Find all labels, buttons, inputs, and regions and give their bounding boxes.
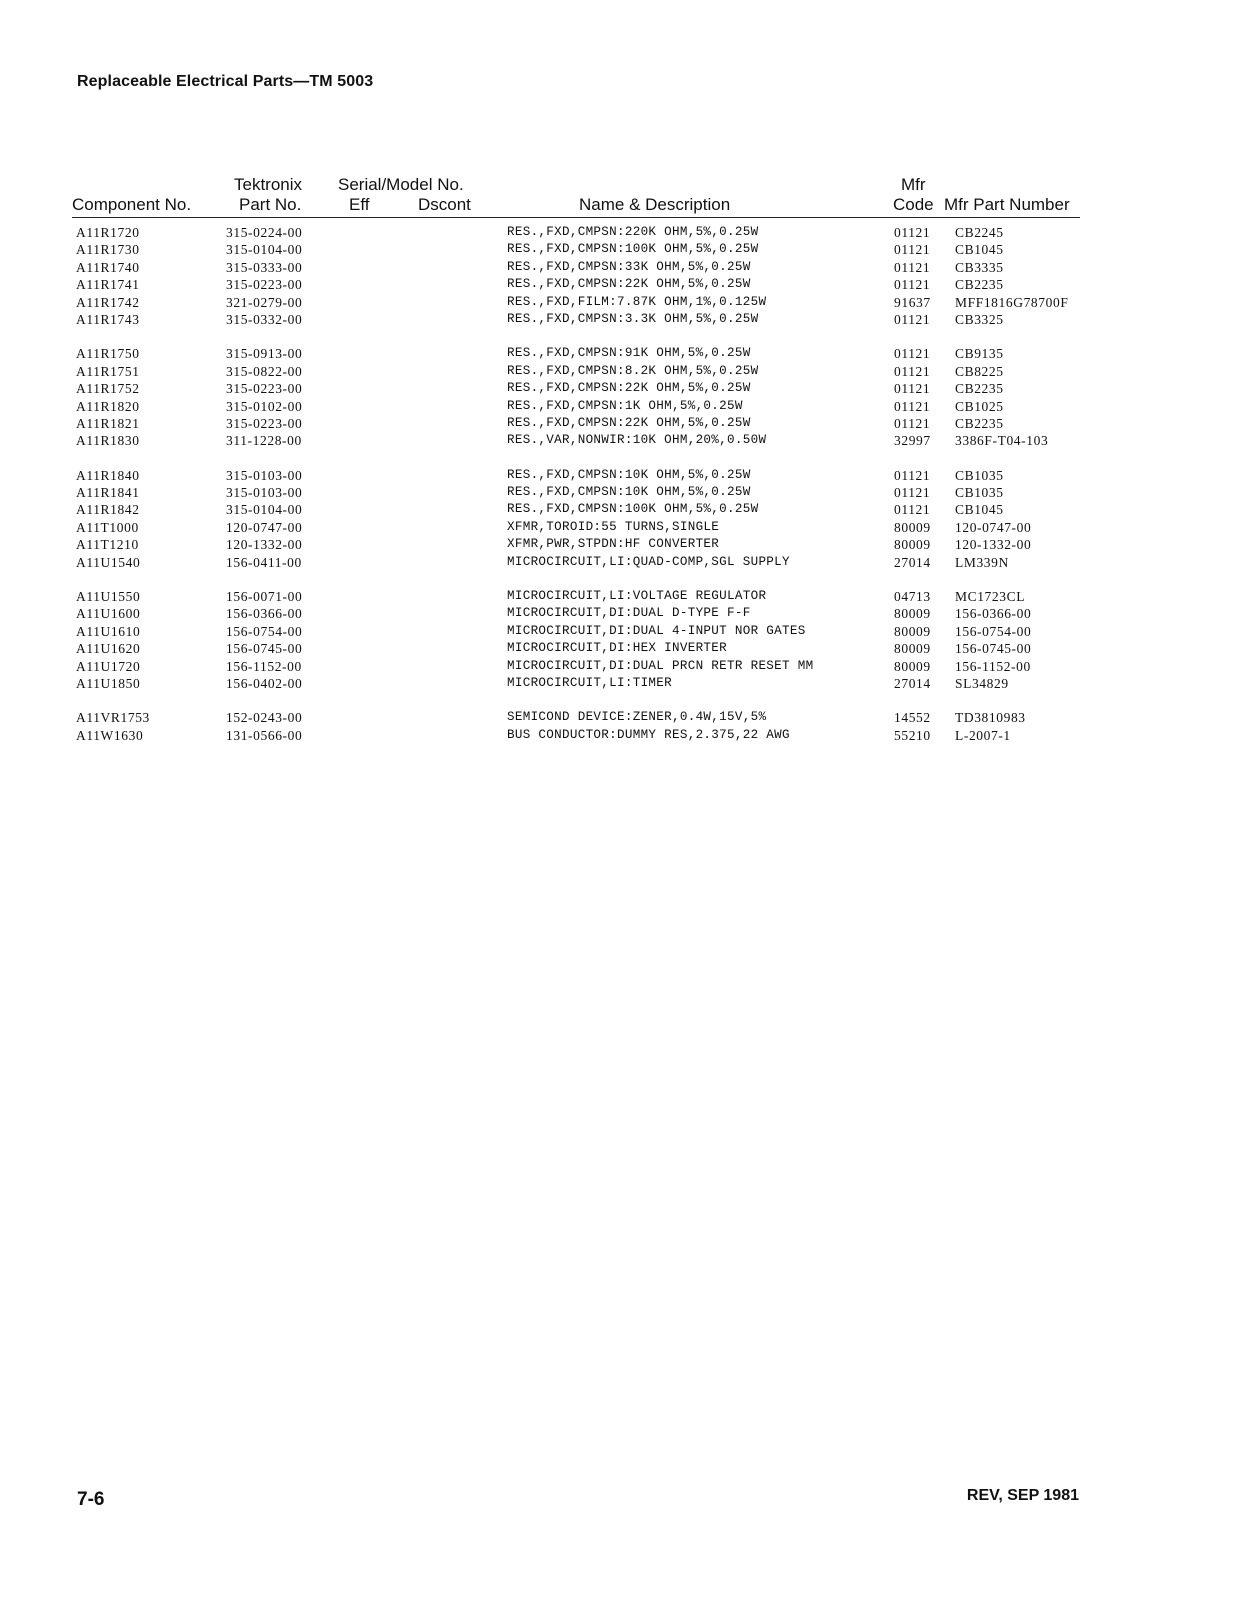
name-description: RES.,FXD,FILM:7.87K OHM,1%,0.125W [507,294,767,309]
component-no: A11R1750 [76,346,140,362]
mfr-code: 80009 [894,519,931,535]
table-row [0,345,1237,362]
component-no: A11U1850 [76,675,141,691]
page-header: Replaceable Electrical Parts—TM 5003 [77,73,374,90]
component-no: A11R1840 [76,467,140,483]
table-row [0,588,1237,605]
mfr-part-number: CB8225 [955,363,1004,379]
col-name-description: Name & Description [579,195,731,214]
mfr-part-number: 156-1152-00 [955,658,1031,674]
mfr-code: 91637 [894,294,931,310]
component-no: A11R1742 [76,294,140,310]
table-row [0,432,1237,449]
name-description: MICROCIRCUIT,DI:DUAL PRCN RETR RESET MM [507,658,814,673]
tektronix-part-no: 120-0747-00 [226,519,303,535]
table-row [0,241,1237,258]
table-row [0,380,1237,397]
mfr-part-number: 156-0745-00 [955,641,1032,657]
mfr-part-number: CB3335 [955,259,1004,275]
mfr-code: 80009 [894,623,931,639]
name-description: XFMR,PWR,STPDN:HF CONVERTER [507,537,720,552]
component-no: A11U1540 [76,554,141,570]
mfr-code: 01121 [894,259,931,275]
mfr-code: 55210 [894,727,931,743]
tektronix-part-no: 315-0332-00 [226,311,303,327]
tektronix-part-no: 156-0402-00 [226,675,303,691]
mfr-part-number: CB2245 [955,225,1004,240]
mfr-part-number: 3386F-T04-103 [955,433,1049,449]
component-no: A11R1821 [76,415,140,431]
component-no: A11T1210 [76,537,139,553]
mfr-code: 01121 [894,485,931,501]
mfr-part-number: CB2235 [955,381,1004,397]
mfr-code: 01121 [894,277,931,293]
name-description: RES.,FXD,CMPSN:100K OHM,5%,0.25W [507,242,759,257]
tektronix-part-no: 156-0754-00 [226,623,303,639]
parts-group [0,345,1237,449]
tektronix-part-no: 315-0333-00 [226,259,303,275]
table-row [0,294,1237,311]
table-row [0,259,1237,276]
mfr-code: 01121 [894,363,931,379]
col-eff: Eff [349,195,370,214]
name-description: SEMICOND DEVICE:ZENER,0.4W,15V,5% [507,710,767,725]
table-row [0,675,1237,692]
mfr-part-number: CB2235 [955,415,1004,431]
col-part-no: Part No. [239,195,302,214]
tektronix-part-no: 315-0103-00 [226,467,303,483]
mfr-code: 01121 [894,381,931,397]
name-description: XFMR,TOROID:55 TURNS,SINGLE [507,519,720,534]
table-row [0,519,1237,536]
tektronix-part-no: 315-0104-00 [226,502,303,518]
table-row [0,467,1237,484]
col-mfr-part-number: Mfr Part Number [944,195,1070,214]
component-no: A11R1830 [76,433,140,449]
parts-group [0,467,1237,571]
tektronix-part-no: 152-0243-00 [226,710,303,726]
tektronix-part-no: 315-0223-00 [226,381,303,397]
tektronix-part-no: 321-0279-00 [226,294,303,310]
name-description: RES.,FXD,CMPSN:100K OHM,5%,0.25W [507,502,759,517]
name-description: BUS CONDUCTOR:DUMMY RES,2.375,22 AWG [507,727,790,742]
component-no: A11R1740 [76,259,140,275]
table-row [0,605,1237,622]
table-row [0,640,1237,657]
table-row [0,709,1237,726]
component-no: A11U1720 [76,658,141,674]
mfr-part-number: L-2007-1 [955,727,1011,743]
mfr-code: 04713 [894,589,931,605]
component-no: A11R1751 [76,363,140,379]
table-row [0,224,1237,241]
name-description: MICROCIRCUIT,LI:VOLTAGE REGULATOR [507,589,767,604]
mfr-part-number: 120-0747-00 [955,519,1032,535]
table-row [0,554,1237,571]
mfr-code: 01121 [894,502,931,518]
component-no: A11R1743 [76,311,140,327]
component-no: A11R1841 [76,485,140,501]
table-row [0,623,1237,640]
mfr-code: 01121 [894,225,931,240]
table-row [0,727,1237,744]
component-no: A11R1720 [76,225,140,240]
mfr-code: 80009 [894,606,931,622]
mfr-part-number: 156-0366-00 [955,606,1032,622]
mfr-code: 01121 [894,242,931,258]
mfr-code: 01121 [894,467,931,483]
name-description: RES.,FXD,CMPSN:3.3K OHM,5%,0.25W [507,311,759,326]
mfr-part-number: LM339N [955,554,1009,570]
name-description: RES.,FXD,CMPSN:8.2K OHM,5%,0.25W [507,363,759,378]
tektronix-part-no: 156-0366-00 [226,606,303,622]
mfr-code: 01121 [894,398,931,414]
tektronix-part-no: 315-0223-00 [226,277,303,293]
mfr-code: 80009 [894,537,931,553]
component-no: A11VR1753 [76,710,150,726]
table-row [0,501,1237,518]
mfr-code: 80009 [894,658,931,674]
name-description: RES.,FXD,CMPSN:22K OHM,5%,0.25W [507,277,751,292]
mfr-part-number: TD3810983 [955,710,1026,726]
tektronix-part-no: 131-0566-00 [226,727,303,743]
parts-group [0,224,1237,328]
tektronix-part-no: 315-0913-00 [226,346,303,362]
parts-group [0,709,1237,744]
name-description: RES.,FXD,CMPSN:22K OHM,5%,0.25W [507,381,751,396]
mfr-part-number: 156-0754-00 [955,623,1032,639]
name-description: MICROCIRCUIT,DI:DUAL 4-INPUT NOR GATES [507,623,806,638]
col-code: Code [893,195,934,214]
mfr-part-number: 120-1332-00 [955,537,1032,553]
mfr-code: 27014 [894,554,931,570]
tektronix-part-no: 156-0411-00 [226,554,302,570]
component-no: A11U1610 [76,623,141,639]
col-dscont: Dscont [418,195,471,214]
table-row [0,536,1237,553]
component-no: A11U1620 [76,641,141,657]
name-description: MICROCIRCUIT,DI:DUAL D-TYPE F-F [507,606,751,621]
component-no: A11U1600 [76,606,141,622]
name-description: MICROCIRCUIT,LI:QUAD-COMP,SGL SUPPLY [507,554,790,569]
table-row [0,363,1237,380]
name-description: RES.,FXD,CMPSN:91K OHM,5%,0.25W [507,346,751,361]
parts-group [0,588,1237,692]
mfr-part-number: CB1035 [955,485,1004,501]
component-no: A11U1550 [76,589,141,605]
col-serial-model: Serial/Model No. [338,175,464,194]
component-no: A11R1820 [76,398,140,414]
name-description: RES.,FXD,CMPSN:33K OHM,5%,0.25W [507,259,751,274]
mfr-part-number: CB1045 [955,502,1004,518]
mfr-part-number: CB1025 [955,398,1004,414]
col-tektronix: Tektronix [234,175,303,194]
header-rule [72,217,1080,218]
tektronix-part-no: 315-0224-00 [226,225,303,240]
mfr-part-number: CB3325 [955,311,1004,327]
component-no: A11R1752 [76,381,140,397]
name-description: RES.,FXD,CMPSN:10K OHM,5%,0.25W [507,485,751,500]
table-row [0,415,1237,432]
component-no: A11R1730 [76,242,140,258]
mfr-part-number: CB1045 [955,242,1004,258]
tektronix-part-no: 311-1228-00 [226,433,302,449]
mfr-part-number: CB2235 [955,277,1004,293]
table-row [0,484,1237,501]
parts-list [0,224,1237,761]
mfr-part-number: MC1723CL [955,589,1026,605]
mfr-code: 01121 [894,415,931,431]
name-description: RES.,FXD,CMPSN:1K OHM,5%,0.25W [507,398,743,413]
col-mfr: Mfr [901,175,926,194]
mfr-part-number: CB9135 [955,346,1004,362]
table-row [0,276,1237,293]
name-description: RES.,FXD,CMPSN:22K OHM,5%,0.25W [507,415,751,430]
component-no: A11R1842 [76,502,140,518]
mfr-code: 27014 [894,675,931,691]
name-description: RES.,FXD,CMPSN:220K OHM,5%,0.25W [507,225,759,239]
mfr-code: 14552 [894,710,931,726]
mfr-code: 01121 [894,346,931,362]
page-number: 7-6 [77,1489,105,1510]
mfr-code: 01121 [894,311,931,327]
table-row [0,311,1237,328]
component-no: A11W1630 [76,727,144,743]
table-row [0,658,1237,675]
col-component-no: Component No. [72,195,192,214]
name-description: RES.,FXD,CMPSN:10K OHM,5%,0.25W [507,467,751,482]
mfr-code: 32997 [894,433,931,449]
tektronix-part-no: 315-0102-00 [226,398,303,414]
name-description: RES.,VAR,NONWIR:10K OHM,20%,0.50W [507,433,767,448]
mfr-code: 80009 [894,641,931,657]
tektronix-part-no: 156-0745-00 [226,641,303,657]
tektronix-part-no: 156-0071-00 [226,589,303,605]
mfr-part-number: CB1035 [955,467,1004,483]
tektronix-part-no: 315-0822-00 [226,363,303,379]
mfr-part-number: SL34829 [955,675,1009,691]
tektronix-part-no: 315-0223-00 [226,415,303,431]
table-row [0,398,1237,415]
component-no: A11T1000 [76,519,139,535]
tektronix-part-no: 315-0104-00 [226,242,303,258]
tektronix-part-no: 315-0103-00 [226,485,303,501]
name-description: MICROCIRCUIT,DI:HEX INVERTER [507,641,728,656]
revision-date: REV, SEP 1981 [966,1487,1079,1504]
mfr-part-number: MFF1816G78700F [955,294,1069,310]
tektronix-part-no: 120-1332-00 [226,537,303,553]
component-no: A11R1741 [76,277,140,293]
name-description: MICROCIRCUIT,LI:TIMER [507,675,673,690]
tektronix-part-no: 156-1152-00 [226,658,302,674]
